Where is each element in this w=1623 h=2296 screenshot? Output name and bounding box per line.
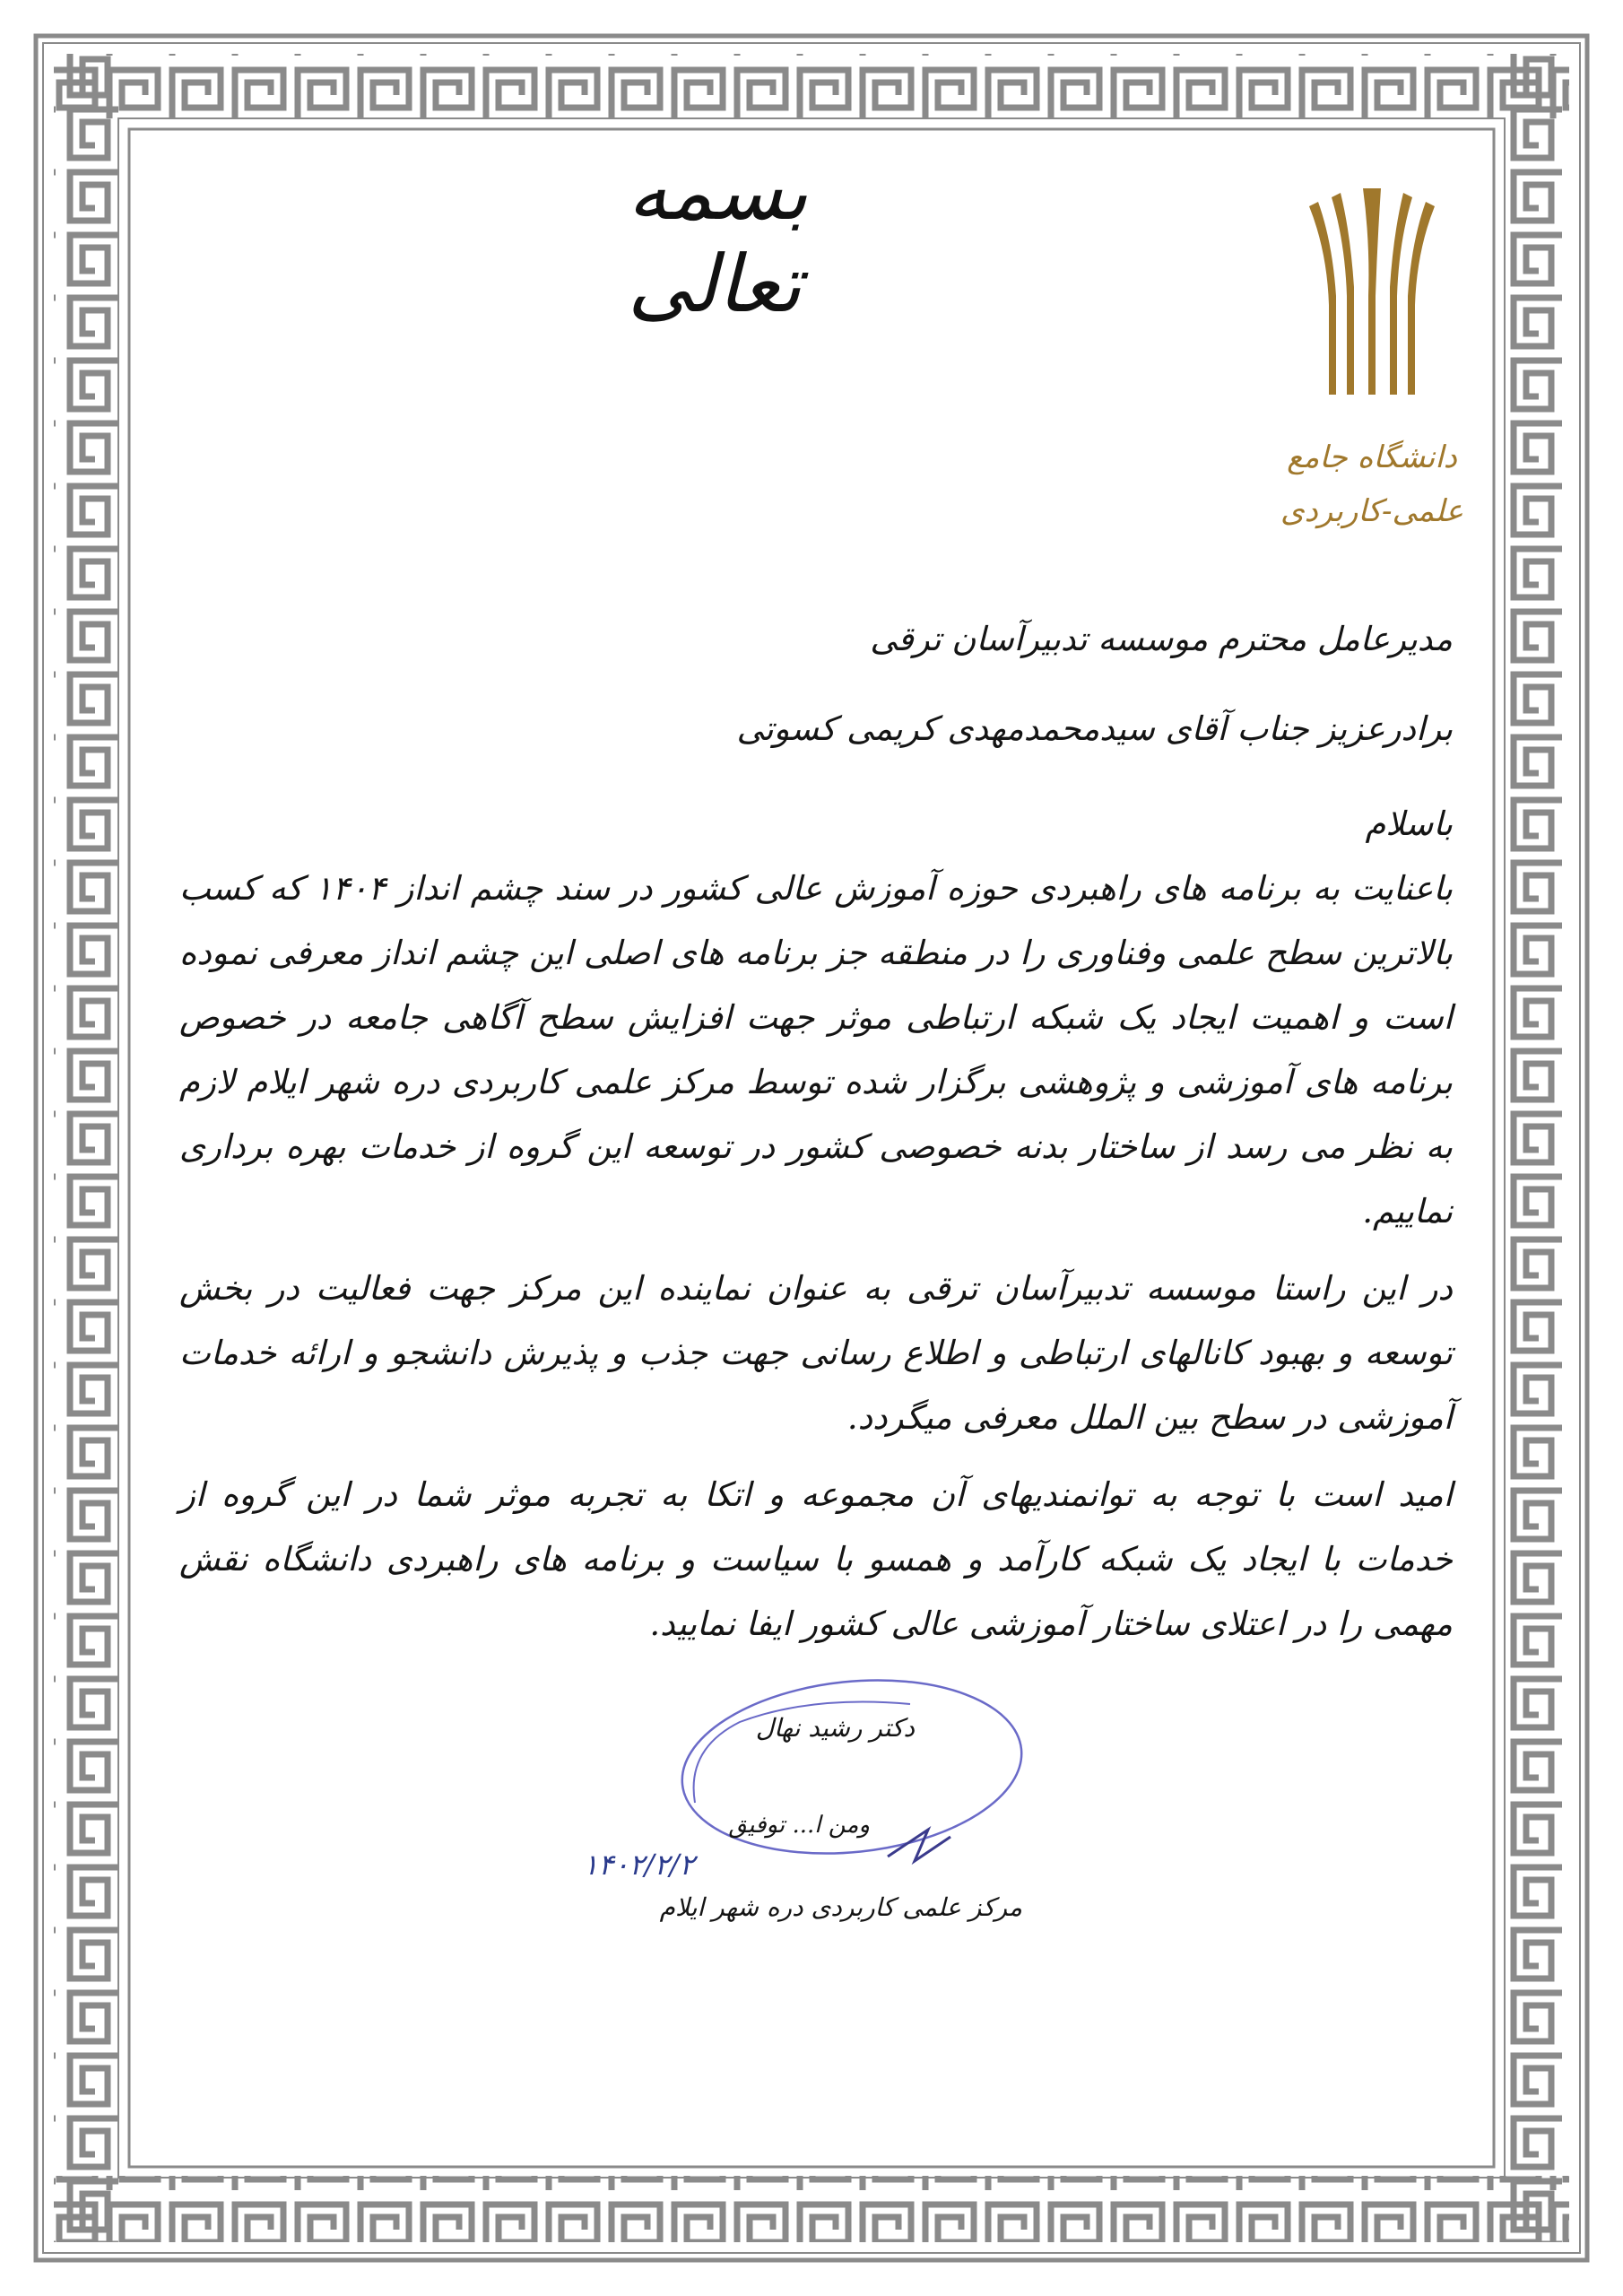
closing-phrase: ومن ا... توفیق: [728, 1812, 870, 1839]
signature-block: [583, 1686, 1022, 1922]
page-title: بسمه تعالی: [628, 145, 809, 330]
university-logo-icon: [1291, 188, 1453, 404]
letter-body: [179, 614, 1453, 1657]
signatory-organization: مرکز علمی کاربردی دره شهر ایلام: [659, 1892, 1022, 1922]
logo-line-2: علمی-کاربردی: [1280, 493, 1463, 529]
recipient-title: مدیرعامل محترم موسسه تدبیرآسان ترقی: [870, 620, 1453, 658]
university-logo-text: [1264, 430, 1480, 538]
paragraph-2: در این راستا موسسه تدبیرآسان ترقی به عنوان نماینده این مرکز جهت فعالیت در بخش توسعه و بهبود کانالهای ارتباطی و اطلاع رسانی جهت جذب و پذیرش دانشجو و ارائه خدمات آموزشی در سطح بین الملل معرفی میگردد.: [179, 1269, 1453, 1437]
paragraph-3: امید است با توجه به توانمندیهای آن مجموعه و اتکا به تجربه موثر شما در این گروه از خدمات با ایجاد یک شبکه کارآمد و همسو با سیاست و برنامه های راهبردی دانشگاه نقش مهمی را در اعتلای ساختار آموزشی عالی کشور ایفا نمایید.: [179, 1475, 1453, 1643]
recipient-name: برادرعزیز جناب آقای سیدمحمدمهدی کریمی کسوتی: [736, 709, 1453, 748]
handwritten-date: ۱۴۰۲/۲/۲: [583, 1848, 695, 1882]
logo-line-1: دانشگاه جامع: [1287, 439, 1457, 475]
signatory-name: دکتر رشید نهال: [755, 1713, 915, 1743]
paragraph-1: باعنایت به برنامه های راهبردی حوزه آموزش عالی کشور در سند چشم انداز ۱۴۰۴ که کسب بالاترین سطح علمی وفناوری را در منطقه جز برنامه های اصلی این چشم انداز معرفی نموده است و اهمیت ایجاد یک شبکه ارتباطی موثر جهت افزایش سطح آگاهی جامعه در خصوص برنامه های آموزشی و پژوهشی برگزار شده توسط مرکز علمی کاربردی دره شهر ایلام لازم به نظر می رسد از ساختار بدنه خصوصی کشور در توسعه این گروه از خدمات بهره برداری نماییم.: [179, 869, 1453, 1231]
greeting: باسلام: [1365, 804, 1453, 843]
